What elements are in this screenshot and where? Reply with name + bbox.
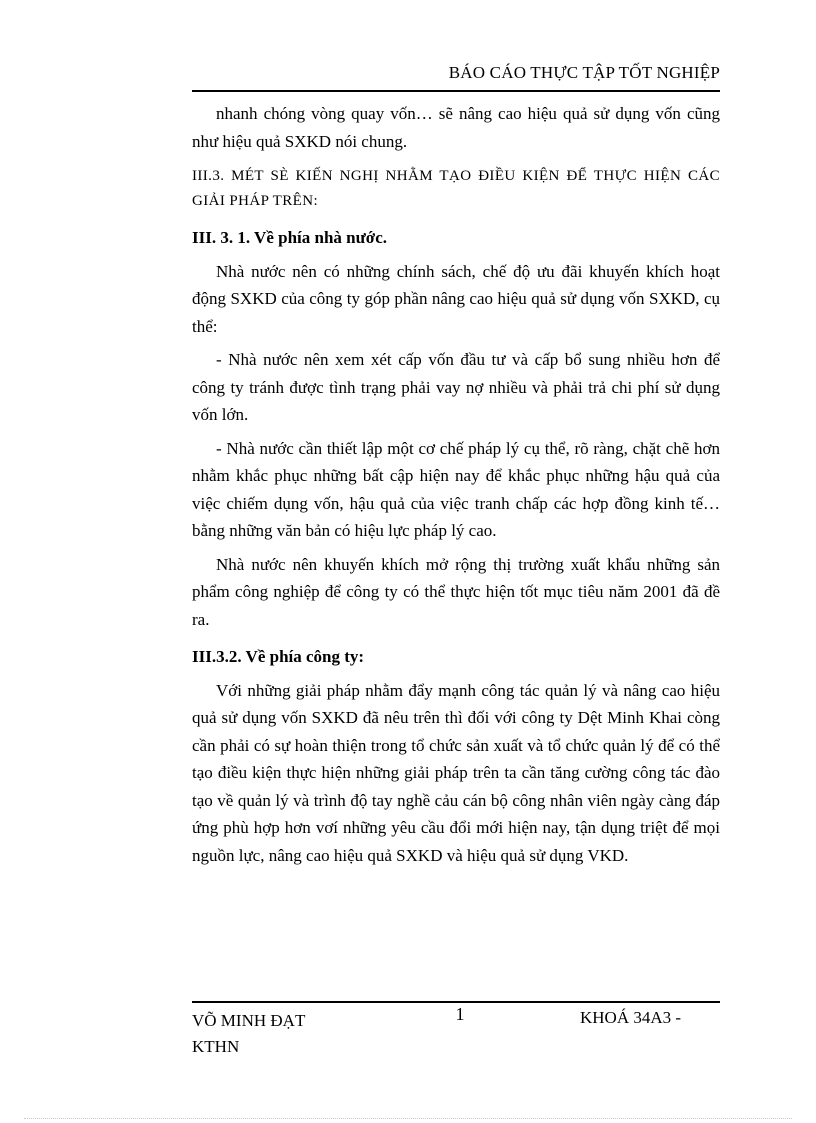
page-number: 1: [455, 1004, 465, 1024]
subsection-heading-state: III. 3. 1. Về phía nhà nước.: [192, 228, 388, 247]
paragraph-legal-mechanism: - Nhà nước cần thiết lập một cơ chế pháp lý cụ thể, rõ ràng, chặt chẽ hơn nhằm khắc phục những bất cập hiện nay để khắc phục những hậu quả của việc chiếm dụng vốn, hậu quả của việc tranh chấp các hợp đồng kinh tế… bằng những văn bản có hiệu lực pháp lý cao.: [192, 438, 720, 540]
footer-author-name: VÕ MINH ĐẠT: [192, 1011, 306, 1030]
paragraph-company-solutions: Với những giải pháp nhằm đẩy mạnh công tác quản lý và nâng cao hiệu quả sử dụng vốn SXKD đã nêu trên thì đối với công ty Dệt Minh Khai còng cần phải có sự hoàn thiện trong tổ chức sản xuất và tổ chức quản lý để có thể tạo điều kiện thực hiện những giải pháp trên ta cần tăng cường công tác đào tạo về quản lý và trình độ tay nghề cảu cán bộ công nhân viên ngày càng đáp ứng phù hợp hơn vơí những yêu cầu đổi mới hiện nay, tận dụng triệt để mọi nguồn lực, nâng cao hiệu quả SXKD và hiệu quả sử dụng VKD.: [192, 680, 720, 865]
paragraph-capital-supply: - Nhà nước nên xem xét cấp vốn đầu tư và cấp bổ sung nhiều hơn để công ty tránh được tình trạng phải vay nợ nhiều và phải trả chi phí sử dụng vốn lớn.: [192, 350, 720, 424]
paragraph-state-policy: Nhà nước nên có những chính sách, chế độ ưu đãi khuyến khích hoạt động SXKD của công ty góp phần nâng cao hiệu quả sử dụng vốn SXKD, cụ thể:: [192, 261, 720, 336]
footer-author: [192, 1008, 352, 1060]
page-bottom-edge: [24, 1118, 792, 1119]
paragraph-export-market: Nhà nước nên khuyến khích mở rộng thị trường xuất khẩu những sản phẩm công nghiệp để công ty có thể thực hiện tốt mục tiêu năm 2001 đã đề ra.: [192, 554, 720, 629]
footer-author-dept: KTHN: [192, 1037, 240, 1056]
paragraph-continuation: nhanh chóng vòng quay vốn… sẽ nâng cao hiệu quả sử dụng vốn cũng như hiệu quả SXKD nói chung.: [192, 104, 720, 151]
section-heading: III.3. MÉT SÈ KIẾN NGHỊ NHẰM TẠO ĐIỀU KIỆN ĐỂ THỰC HIỆN CÁC GIẢI PHÁP TRÊN:: [192, 168, 720, 209]
page-header-title: BÁO CÁO THỰC TẬP TỐT NGHIỆP: [448, 63, 720, 82]
footer-class: KHOÁ 34A3 -: [580, 1008, 682, 1027]
footer-divider: [192, 1001, 720, 1003]
page-body: [192, 100, 720, 869]
subsection-heading-company: III.3.2. Về phía công ty:: [192, 647, 365, 666]
header-divider: [192, 90, 720, 92]
